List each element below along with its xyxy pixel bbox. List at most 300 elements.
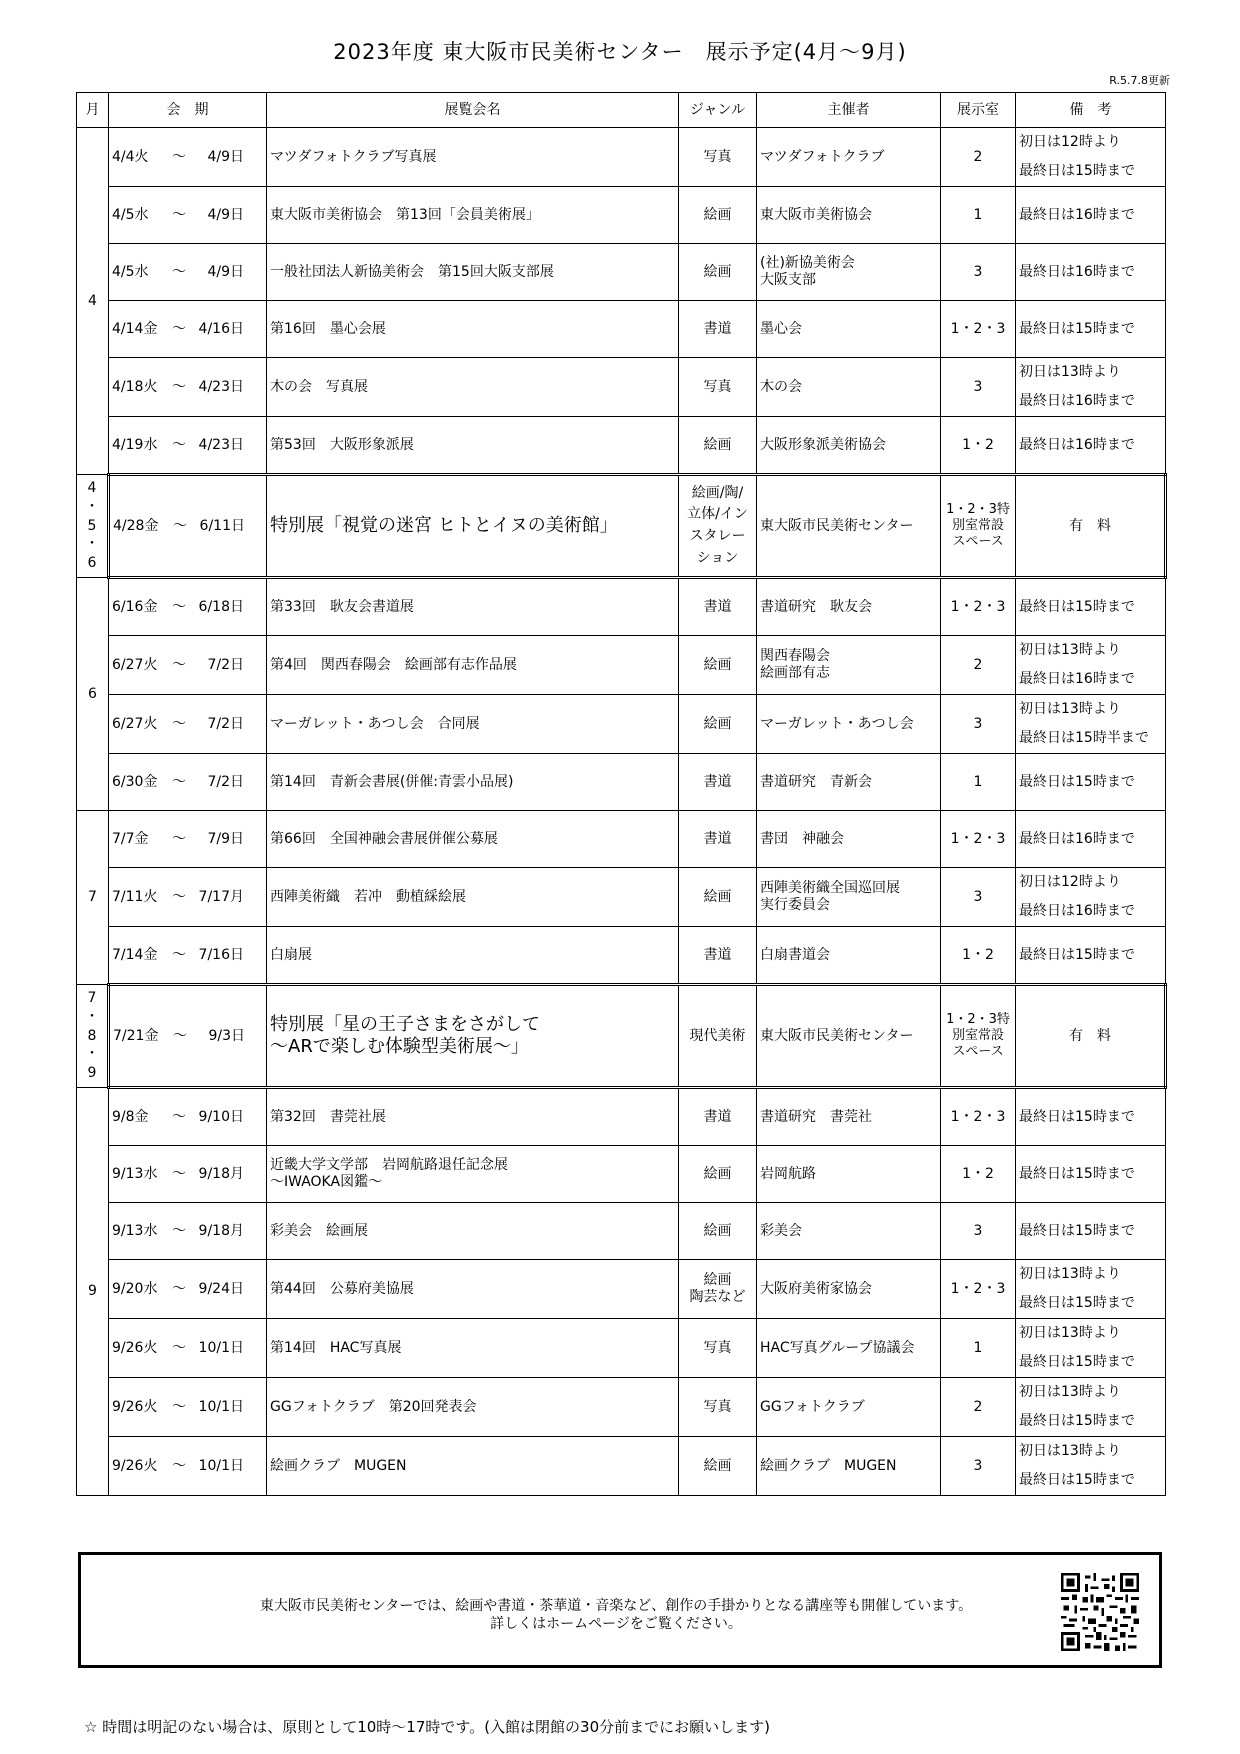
room-cell: 3 bbox=[941, 358, 1016, 417]
period-cell bbox=[109, 244, 267, 301]
table-row bbox=[77, 1088, 1166, 1146]
period-end: 9/18月 bbox=[198, 1222, 244, 1239]
genre-cell: 写真 bbox=[679, 1378, 757, 1437]
exhibition-name: 第14回 青新会書展(併催:青雲小品展) bbox=[267, 754, 679, 811]
cell-line: 西陣美術織全国巡回展 bbox=[760, 880, 900, 897]
notes-cell bbox=[1016, 636, 1166, 695]
notes-cell bbox=[1016, 695, 1166, 754]
note-text: 初日は13時より bbox=[1019, 364, 1121, 380]
note-text: 有 料 bbox=[1069, 517, 1111, 534]
organizer-cell: 書団 神融会 bbox=[757, 811, 941, 868]
cell-line: ～ARで楽しむ体験型美術展～」 bbox=[270, 1036, 529, 1057]
note-text: 初日は12時より bbox=[1019, 134, 1121, 150]
organizer-cell: 大阪府美術家協会 bbox=[757, 1260, 941, 1319]
note-text: 最終日は15時まで bbox=[1019, 1222, 1135, 1239]
period-end: 6/18日 bbox=[198, 598, 244, 615]
period-cell bbox=[109, 754, 267, 811]
room-cell bbox=[941, 985, 1016, 1088]
month-label: ・ bbox=[85, 1046, 99, 1063]
organizer-cell: 絵画クラブ MUGEN bbox=[757, 1437, 941, 1496]
note-text: 初日は13時より bbox=[1019, 642, 1121, 658]
period-cell bbox=[109, 475, 267, 578]
note-text: 最終日は15時まで bbox=[1019, 163, 1135, 179]
organizer-cell: 岩岡航路 bbox=[757, 1146, 941, 1203]
exhibition-name: 第16回 墨心会展 bbox=[267, 301, 679, 358]
cell-line: 大阪支部 bbox=[760, 272, 816, 288]
note-text: 最終日は15時まで bbox=[1019, 598, 1135, 615]
month-cell bbox=[77, 578, 109, 811]
month-label: ・ bbox=[85, 498, 99, 515]
cell-line: 1・2・3特 bbox=[946, 501, 1010, 517]
exhibition-name: 東大阪市美術協会 第13回「会員美術展」 bbox=[267, 187, 679, 244]
period-start: 4/5水 bbox=[112, 206, 149, 223]
period-start: 9/26火 bbox=[112, 1457, 158, 1474]
period-cell bbox=[109, 868, 267, 927]
period-end: 7/9日 bbox=[207, 830, 244, 847]
note-text: 最終日は15時まで bbox=[1019, 1354, 1135, 1370]
notes-cell bbox=[1016, 1146, 1166, 1203]
period-start: 9/26火 bbox=[112, 1339, 158, 1356]
period-tilde: ～ bbox=[172, 1165, 186, 1182]
period-tilde: ～ bbox=[173, 1027, 187, 1044]
period-cell bbox=[109, 358, 267, 417]
organizer-cell bbox=[757, 636, 941, 695]
room-cell: 2 bbox=[941, 1378, 1016, 1437]
month-label: ・ bbox=[85, 536, 99, 553]
month-label: 4 bbox=[88, 292, 97, 309]
genre-cell: 絵画 bbox=[679, 187, 757, 244]
period-tilde: ～ bbox=[172, 436, 186, 453]
month-cell bbox=[77, 1088, 109, 1496]
note-text: 最終日は15時まで bbox=[1019, 1295, 1135, 1311]
table-row bbox=[77, 695, 1166, 754]
cell-line: 絵画 bbox=[703, 1272, 732, 1289]
cell-line: (社)新協美術会 bbox=[760, 255, 855, 272]
table-row bbox=[77, 187, 1166, 244]
note-text: 初日は13時より bbox=[1019, 1384, 1121, 1400]
table-row bbox=[77, 636, 1166, 695]
period-tilde: ～ bbox=[172, 263, 186, 280]
period-tilde: ～ bbox=[172, 378, 186, 395]
footer-line-1: 東大阪市民美術センターでは、絵画や書道・茶華道・音楽など、創作の手掛かりとなる講座等も開催しています。 bbox=[259, 1598, 973, 1614]
cell-line: 特別展「星の王子さまをさがして bbox=[270, 1014, 540, 1036]
cell-line: スペース bbox=[952, 534, 1004, 550]
period-end: 4/23日 bbox=[198, 436, 244, 453]
period-end: 7/2日 bbox=[207, 715, 244, 732]
cell-line: 近畿大学文学部 岩岡航路退任記念展 bbox=[270, 1157, 508, 1174]
month-cell bbox=[77, 128, 109, 475]
footer-notice-box bbox=[78, 1552, 1162, 1668]
month-cell bbox=[77, 985, 109, 1088]
note-text: 初日は13時より bbox=[1019, 701, 1121, 717]
footer-line-2: 詳しくはホームページをご覧ください。 bbox=[490, 1616, 742, 1633]
cell-line: 別室常設 bbox=[951, 517, 1004, 533]
special-exhibition-row bbox=[77, 475, 1166, 578]
table-row bbox=[77, 128, 1166, 187]
period-tilde: ～ bbox=[172, 1457, 186, 1474]
header-organizer: 主催者 bbox=[757, 93, 941, 128]
cell-line: スタレー bbox=[689, 528, 746, 544]
period-cell bbox=[109, 695, 267, 754]
table-row bbox=[77, 1437, 1166, 1496]
cell-line: 立体/イン bbox=[687, 506, 748, 523]
period-cell bbox=[109, 187, 267, 244]
table-row bbox=[77, 1146, 1166, 1203]
cell-line: ～IWAOKA図鑑～ bbox=[270, 1174, 383, 1190]
table-row bbox=[77, 1260, 1166, 1319]
period-start: 9/8金 bbox=[112, 1108, 149, 1125]
period-cell bbox=[109, 927, 267, 985]
hours-footnote: ☆ 時間は明記のない場合は、原則として10時～17時です。(入館は閉館の30分前までにお願いします) bbox=[84, 1718, 770, 1736]
exhibition-name: 第33回 耿友会書道展 bbox=[267, 578, 679, 636]
notes-cell bbox=[1016, 128, 1166, 187]
period-tilde: ～ bbox=[172, 656, 186, 673]
organizer-cell: 大阪形象派美術協会 bbox=[757, 417, 941, 475]
table-row bbox=[77, 1378, 1166, 1437]
genre-cell: 絵画 bbox=[679, 1437, 757, 1496]
cell-line: 1・2・3特 bbox=[946, 1011, 1010, 1027]
notes-cell bbox=[1016, 1088, 1166, 1146]
period-tilde: ～ bbox=[172, 598, 186, 615]
exhibition-name: マツダフォトクラブ写真展 bbox=[267, 128, 679, 187]
period-cell bbox=[109, 1146, 267, 1203]
period-tilde: ～ bbox=[172, 320, 186, 337]
schedule-table bbox=[76, 92, 1167, 1496]
period-start: 6/27火 bbox=[112, 715, 158, 732]
organizer-cell: 東大阪市美術協会 bbox=[757, 187, 941, 244]
header-notes: 備 考 bbox=[1016, 93, 1166, 128]
notes-cell bbox=[1016, 1437, 1166, 1496]
notes-cell bbox=[1016, 811, 1166, 868]
month-cell bbox=[77, 475, 109, 578]
period-tilde: ～ bbox=[172, 148, 186, 165]
special-exhibition-row bbox=[77, 985, 1166, 1088]
period-cell bbox=[109, 1378, 267, 1437]
notes-cell bbox=[1016, 985, 1166, 1088]
period-cell bbox=[109, 1088, 267, 1146]
schedule-body bbox=[77, 128, 1166, 1496]
genre-cell: 現代美術 bbox=[679, 985, 757, 1088]
table-row bbox=[77, 1319, 1166, 1378]
genre-cell: 写真 bbox=[679, 128, 757, 187]
period-end: 6/11日 bbox=[199, 517, 245, 534]
genre-cell bbox=[679, 475, 757, 578]
period-end: 7/2日 bbox=[207, 773, 244, 790]
notes-cell bbox=[1016, 1203, 1166, 1260]
organizer-cell: 書道研究 書莞社 bbox=[757, 1088, 941, 1146]
genre-cell: 絵画 bbox=[679, 868, 757, 927]
period-end: 9/3日 bbox=[208, 1027, 245, 1044]
month-label: 4 bbox=[87, 479, 97, 496]
notes-cell bbox=[1016, 1260, 1166, 1319]
month-label: 6 bbox=[87, 555, 97, 572]
qr-code-icon[interactable] bbox=[1061, 1573, 1139, 1651]
exhibition-name: 絵画クラブ MUGEN bbox=[267, 1437, 679, 1496]
genre-cell: 絵画 bbox=[679, 1203, 757, 1260]
period-tilde: ～ bbox=[172, 1280, 186, 1297]
month-label: 7 bbox=[87, 989, 97, 1006]
organizer-cell: マーガレット・あつし会 bbox=[757, 695, 941, 754]
organizer-cell bbox=[757, 244, 941, 301]
organizer-cell: 墨心会 bbox=[757, 301, 941, 358]
period-cell bbox=[109, 985, 267, 1088]
period-end: 9/24日 bbox=[198, 1280, 244, 1297]
exhibition-name: マーガレット・あつし会 合同展 bbox=[267, 695, 679, 754]
exhibition-name: 一般社団法人新協美術会 第15回大阪支部展 bbox=[267, 244, 679, 301]
room-cell: 1 bbox=[941, 187, 1016, 244]
exhibition-name: 第44回 公募府美協展 bbox=[267, 1260, 679, 1319]
room-cell: 1・2 bbox=[941, 417, 1016, 475]
period-start: 9/13水 bbox=[112, 1165, 158, 1182]
room-cell: 3 bbox=[941, 244, 1016, 301]
note-text: 有 料 bbox=[1069, 1027, 1111, 1044]
period-end: 4/23日 bbox=[198, 378, 244, 395]
cell-line: 別室常設 bbox=[951, 1027, 1004, 1043]
organizer-cell: 東大阪市民美術センター bbox=[757, 985, 941, 1088]
organizer-cell: 東大阪市民美術センター bbox=[757, 475, 941, 578]
period-end: 4/9日 bbox=[207, 148, 244, 165]
header-period: 会 期 bbox=[109, 93, 267, 128]
table-row bbox=[77, 868, 1166, 927]
organizer-cell: 書道研究 耿友会 bbox=[757, 578, 941, 636]
cell-line: 実行委員会 bbox=[760, 897, 830, 913]
genre-cell: 絵画 bbox=[679, 417, 757, 475]
notes-cell bbox=[1016, 1319, 1166, 1378]
period-tilde: ～ bbox=[172, 1339, 186, 1356]
period-cell bbox=[109, 1203, 267, 1260]
period-start: 6/30金 bbox=[112, 773, 158, 790]
organizer-cell bbox=[757, 868, 941, 927]
table-row bbox=[77, 754, 1166, 811]
notes-cell bbox=[1016, 475, 1166, 578]
organizer-cell: マツダフォトクラブ bbox=[757, 128, 941, 187]
exhibition-name: 第14回 HAC写真展 bbox=[267, 1319, 679, 1378]
exhibition-name: 彩美会 絵画展 bbox=[267, 1203, 679, 1260]
period-cell bbox=[109, 301, 267, 358]
period-cell bbox=[109, 1319, 267, 1378]
table-row bbox=[77, 417, 1166, 475]
room-cell: 1・2・3 bbox=[941, 1260, 1016, 1319]
header-name: 展覧会名 bbox=[267, 93, 679, 128]
period-end: 10/1日 bbox=[198, 1339, 244, 1356]
organizer-cell: 彩美会 bbox=[757, 1203, 941, 1260]
period-end: 10/1日 bbox=[198, 1398, 244, 1415]
header-room: 展示室 bbox=[941, 93, 1016, 128]
period-start: 4/19水 bbox=[112, 436, 158, 453]
period-start: 4/4火 bbox=[112, 148, 149, 165]
period-start: 9/26火 bbox=[112, 1398, 158, 1415]
room-cell: 1 bbox=[941, 1319, 1016, 1378]
cell-line: スペース bbox=[952, 1044, 1004, 1060]
period-tilde: ～ bbox=[172, 830, 186, 847]
period-end: 7/16日 bbox=[198, 946, 244, 963]
notes-cell bbox=[1016, 754, 1166, 811]
note-text: 最終日は15時まで bbox=[1019, 1165, 1135, 1182]
period-cell bbox=[109, 128, 267, 187]
note-text: 最終日は15時まで bbox=[1019, 1108, 1135, 1125]
room-cell: 1・2・3 bbox=[941, 811, 1016, 868]
cell-line: ション bbox=[696, 549, 739, 566]
genre-cell bbox=[679, 1260, 757, 1319]
exhibition-name bbox=[267, 1146, 679, 1203]
note-text: 初日は13時より bbox=[1019, 1266, 1121, 1282]
period-start: 7/11火 bbox=[112, 888, 158, 905]
footer-notice bbox=[201, 1597, 1031, 1633]
room-cell bbox=[941, 475, 1016, 578]
room-cell: 3 bbox=[941, 1203, 1016, 1260]
cell-line: 絵画部有志 bbox=[760, 665, 830, 681]
period-tilde: ～ bbox=[173, 517, 187, 534]
note-text: 初日は13時より bbox=[1019, 1443, 1121, 1459]
table-row bbox=[77, 927, 1166, 985]
table-row bbox=[77, 578, 1166, 636]
room-cell: 2 bbox=[941, 128, 1016, 187]
notes-cell bbox=[1016, 578, 1166, 636]
period-cell bbox=[109, 1260, 267, 1319]
period-end: 4/9日 bbox=[207, 206, 244, 223]
room-cell: 1・2・3 bbox=[941, 1088, 1016, 1146]
period-start: 4/14金 bbox=[112, 320, 158, 337]
note-text: 最終日は16時まで bbox=[1019, 436, 1135, 453]
period-start: 4/18火 bbox=[112, 378, 158, 395]
exhibition-name: 第53回 大阪形象派展 bbox=[267, 417, 679, 475]
room-cell: 3 bbox=[941, 695, 1016, 754]
genre-cell: 絵画 bbox=[679, 636, 757, 695]
room-cell: 1・2 bbox=[941, 1146, 1016, 1203]
period-end: 4/9日 bbox=[207, 263, 244, 280]
genre-cell: 書道 bbox=[679, 927, 757, 985]
period-tilde: ～ bbox=[172, 206, 186, 223]
room-cell: 2 bbox=[941, 636, 1016, 695]
genre-cell: 写真 bbox=[679, 1319, 757, 1378]
note-text: 初日は13時より bbox=[1019, 1325, 1121, 1341]
table-row bbox=[77, 1203, 1166, 1260]
genre-cell: 書道 bbox=[679, 811, 757, 868]
exhibition-name: GGフォトクラブ 第20回発表会 bbox=[267, 1378, 679, 1437]
organizer-cell: GGフォトクラブ bbox=[757, 1378, 941, 1437]
genre-cell: 絵画 bbox=[679, 1146, 757, 1203]
period-tilde: ～ bbox=[172, 1398, 186, 1415]
period-end: 10/1日 bbox=[198, 1457, 244, 1474]
period-end: 4/16日 bbox=[198, 320, 244, 337]
period-tilde: ～ bbox=[172, 715, 186, 732]
note-text: 最終日は16時まで bbox=[1019, 263, 1135, 280]
period-start: 9/13水 bbox=[112, 1222, 158, 1239]
table-row bbox=[77, 244, 1166, 301]
note-text: 最終日は16時まで bbox=[1019, 903, 1135, 919]
room-cell: 1 bbox=[941, 754, 1016, 811]
note-text: 最終日は16時まで bbox=[1019, 671, 1135, 687]
period-end: 7/17月 bbox=[198, 888, 244, 905]
month-cell bbox=[77, 811, 109, 985]
notes-cell bbox=[1016, 187, 1166, 244]
exhibition-name: 白扇展 bbox=[267, 927, 679, 985]
notes-cell bbox=[1016, 358, 1166, 417]
period-tilde: ～ bbox=[172, 888, 186, 905]
period-cell bbox=[109, 811, 267, 868]
period-tilde: ～ bbox=[172, 946, 186, 963]
note-text: 最終日は15時まで bbox=[1019, 320, 1135, 337]
exhibition-name: 特別展「視覚の迷宮 ヒトとイヌの美術館」 bbox=[267, 475, 679, 578]
period-end: 7/2日 bbox=[207, 656, 244, 673]
organizer-cell: 書道研究 青新会 bbox=[757, 754, 941, 811]
notes-cell bbox=[1016, 927, 1166, 985]
month-label: 9 bbox=[88, 1283, 97, 1300]
genre-cell: 写真 bbox=[679, 358, 757, 417]
period-start: 9/20水 bbox=[112, 1280, 158, 1297]
month-label: 7 bbox=[88, 889, 97, 906]
cell-line: 絵画/陶/ bbox=[691, 484, 744, 501]
period-tilde: ～ bbox=[172, 1222, 186, 1239]
genre-cell: 書道 bbox=[679, 754, 757, 811]
organizer-cell: 木の会 bbox=[757, 358, 941, 417]
notes-cell bbox=[1016, 417, 1166, 475]
month-label: ・ bbox=[85, 1008, 99, 1025]
organizer-cell: HAC写真グループ協議会 bbox=[757, 1319, 941, 1378]
exhibition-name: 第66回 全国神融会書展併催公募展 bbox=[267, 811, 679, 868]
period-cell bbox=[109, 636, 267, 695]
genre-cell: 絵画 bbox=[679, 695, 757, 754]
period-cell bbox=[109, 578, 267, 636]
table-header-row bbox=[77, 93, 1166, 128]
genre-cell: 書道 bbox=[679, 578, 757, 636]
period-end: 9/10日 bbox=[198, 1108, 244, 1125]
note-text: 初日は12時より bbox=[1019, 874, 1121, 890]
period-cell bbox=[109, 1437, 267, 1496]
period-start: 7/14金 bbox=[112, 946, 158, 963]
month-label: 5 bbox=[87, 517, 97, 534]
exhibition-name: 第32回 書莞社展 bbox=[267, 1088, 679, 1146]
period-start: 4/28金 bbox=[113, 517, 159, 534]
month-label: 8 bbox=[87, 1027, 97, 1044]
note-text: 最終日は16時まで bbox=[1019, 206, 1135, 223]
period-tilde: ～ bbox=[172, 773, 186, 790]
note-text: 最終日は15時まで bbox=[1019, 773, 1135, 790]
room-cell: 1・2 bbox=[941, 927, 1016, 985]
period-cell bbox=[109, 417, 267, 475]
room-cell: 1・2・3 bbox=[941, 578, 1016, 636]
notes-cell bbox=[1016, 1378, 1166, 1437]
note-text: 最終日は15時まで bbox=[1019, 1413, 1135, 1429]
table-row bbox=[77, 358, 1166, 417]
exhibition-name: 西陣美術織 若冲 動植綵絵展 bbox=[267, 868, 679, 927]
notes-cell bbox=[1016, 868, 1166, 927]
cell-line: 陶芸など bbox=[689, 1289, 746, 1305]
notes-cell bbox=[1016, 244, 1166, 301]
exhibition-name: 第4回 関西春陽会 絵画部有志作品展 bbox=[267, 636, 679, 695]
note-text: 最終日は15時まで bbox=[1019, 946, 1135, 963]
notes-cell bbox=[1016, 301, 1166, 358]
period-start: 6/27火 bbox=[112, 656, 158, 673]
genre-cell: 書道 bbox=[679, 301, 757, 358]
note-text: 最終日は16時まで bbox=[1019, 830, 1135, 847]
room-cell: 1・2・3 bbox=[941, 301, 1016, 358]
exhibition-name: 木の会 写真展 bbox=[267, 358, 679, 417]
genre-cell: 書道 bbox=[679, 1088, 757, 1146]
note-text: 最終日は15時まで bbox=[1019, 1472, 1135, 1488]
genre-cell: 絵画 bbox=[679, 244, 757, 301]
month-label: 6 bbox=[88, 685, 97, 702]
header-month: 月 bbox=[77, 93, 109, 128]
table-row bbox=[77, 811, 1166, 868]
cell-line: 関西春陽会 bbox=[760, 648, 830, 665]
note-text: 最終日は16時まで bbox=[1019, 393, 1135, 409]
period-start: 7/21金 bbox=[113, 1027, 159, 1044]
exhibition-name bbox=[267, 985, 679, 1088]
page-title: 2023年度 東大阪市民美術センター 展示予定(4月～9月) bbox=[333, 40, 907, 64]
organizer-cell: 白扇書道会 bbox=[757, 927, 941, 985]
room-cell: 3 bbox=[941, 868, 1016, 927]
